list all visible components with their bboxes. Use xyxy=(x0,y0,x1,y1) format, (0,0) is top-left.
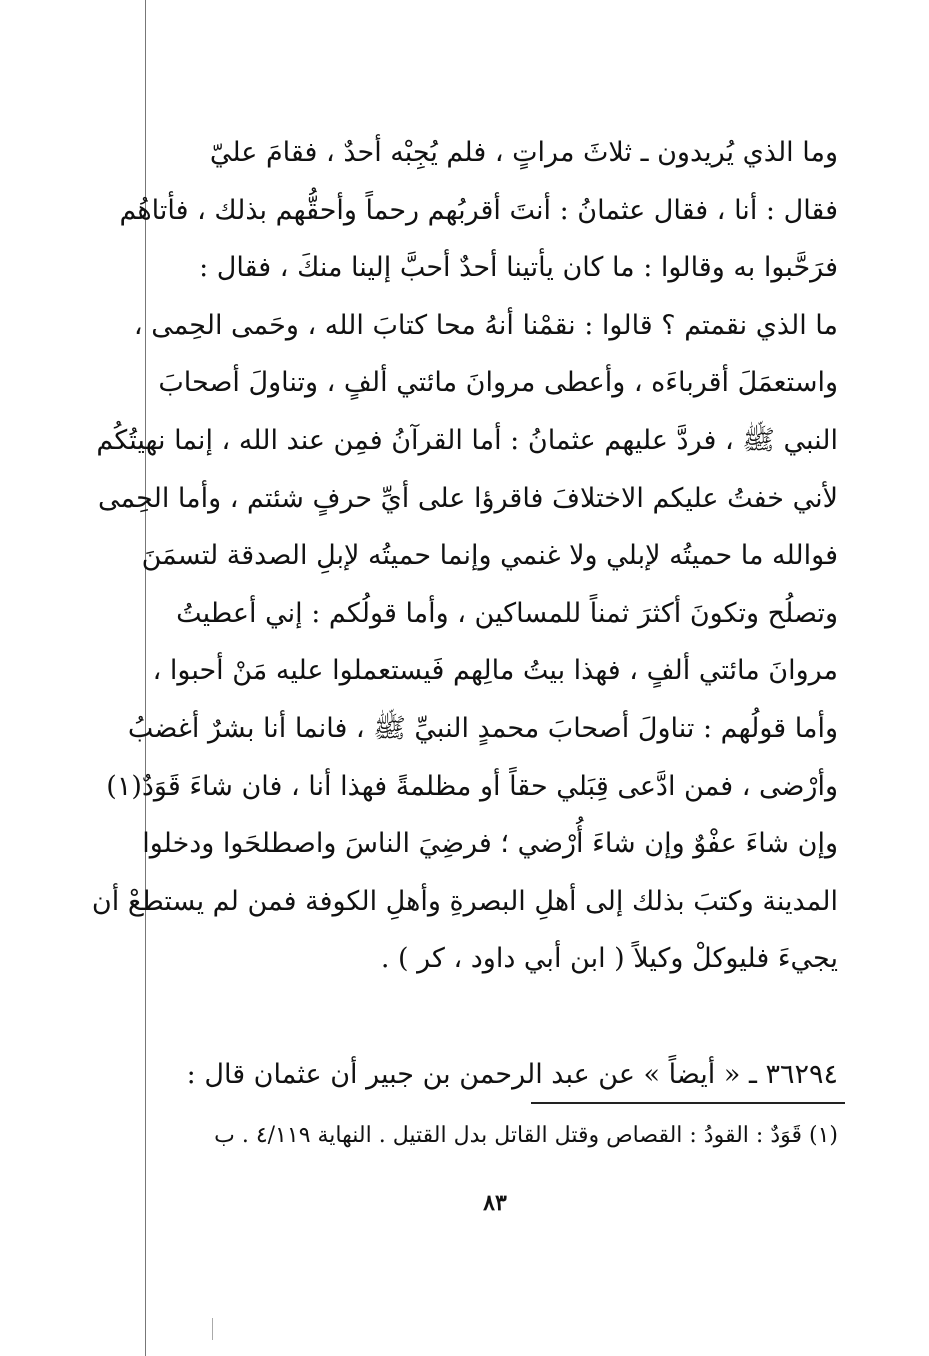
text-line-2: فقال : أنا ، فقال عثمانُ : أنتَ أقربُهم رحماً وأحقُّهم بذلك ، فأتاهُم xyxy=(119,194,838,226)
text-line-11: وأما قولُهم : تناولَ أصحابَ محمدٍ النبيِّ ﷺ ، فانما أنا بشرٌ أغضبُ xyxy=(127,712,838,744)
text-line-spacer xyxy=(148,988,838,1046)
text-line-12: وأرْضى ، فمن ادَّعى قِبَلي حقاً أو مظلمةً فهذا أنا ، فان شاءَ قَوَدٌ(١) xyxy=(106,770,838,802)
text-line-1: وما الذي يُريدون ـ ثلاثَ مراتٍ ، فلم يُجِبْه أحدٌ ، فقامَ عليّ xyxy=(209,137,838,168)
text-line-9: وتصلُح وتكونَ أكثرَ ثمناً للمساكين ، وأما قولُكم : إني أعطيتُ xyxy=(176,597,838,629)
footnote-separator xyxy=(531,1102,845,1104)
main-text-block xyxy=(91,124,838,1103)
hadith-entry-line: ٣٦٢٩٤ ـ « أيضاً » عن عبد الرحمن بن جبير أن عثمان قال : xyxy=(186,1058,838,1090)
footnote-text: (١) قَوَدٌ : القودُ : القصاص وقتل القاتل بدل القتيل . النهاية ٤/١١٩ . ب xyxy=(214,1123,838,1148)
text-line-15: يجيءَ فليوكلْ وكيلاً ( ابن أبي داود ، كر ) . xyxy=(380,943,838,975)
text-line-14: المدينة وكتبَ بذلك إلى أهلِ البصرةِ وأهلِ الكوفة فمن لم يستطعْ أن xyxy=(91,885,838,917)
page-number: ٨٣ xyxy=(483,1190,507,1216)
text-line-4: ما الذي نقمتم ؟ قالوا : نقمْنا أنهُ محا كتابَ الله ، وحَمى الحِمى ، xyxy=(133,309,838,341)
text-line-10: مروانَ مائتي ألفٍ ، فهذا بيتُ مالِهم فَيستعملوا عليه مَنْ أحبوا ، xyxy=(152,655,838,687)
text-line-13: وإن شاءَ عفْوٌ وإن شاءَ أُرْضي ؛ فرضِيَ الناسَ واصطلحَوا ودخلوا xyxy=(142,828,838,860)
text-line-8: فوالله ما حميتُه لإبلي ولا غنمي وإنما حميتُه لإبلِ الصدقة لتسمَنَ xyxy=(141,540,838,572)
text-line-7: لأني خفتُ عليكم الاختلافَ فاقرؤا على أيِّ حرفٍ شئتم ، وأما الحِمى xyxy=(98,482,838,514)
gutter-tick xyxy=(212,1318,213,1340)
text-line-6: النبي ﷺ ، فردَّ عليهم عثمانُ : أما القرآنُ فمِن عند الله ، إنما نهيتُكُم xyxy=(96,424,838,456)
text-line-3: فرَحَّبوا به وقالوا : ما كان يأتينا أحدٌ أحبَّ إلينا منكَ ، فقال : xyxy=(199,252,838,284)
text-line-5: واستعمَلَ أقرباءَه ، وأعطى مروانَ مائتي ألفٍ ، وتناولَ أصحابَ xyxy=(158,367,838,399)
